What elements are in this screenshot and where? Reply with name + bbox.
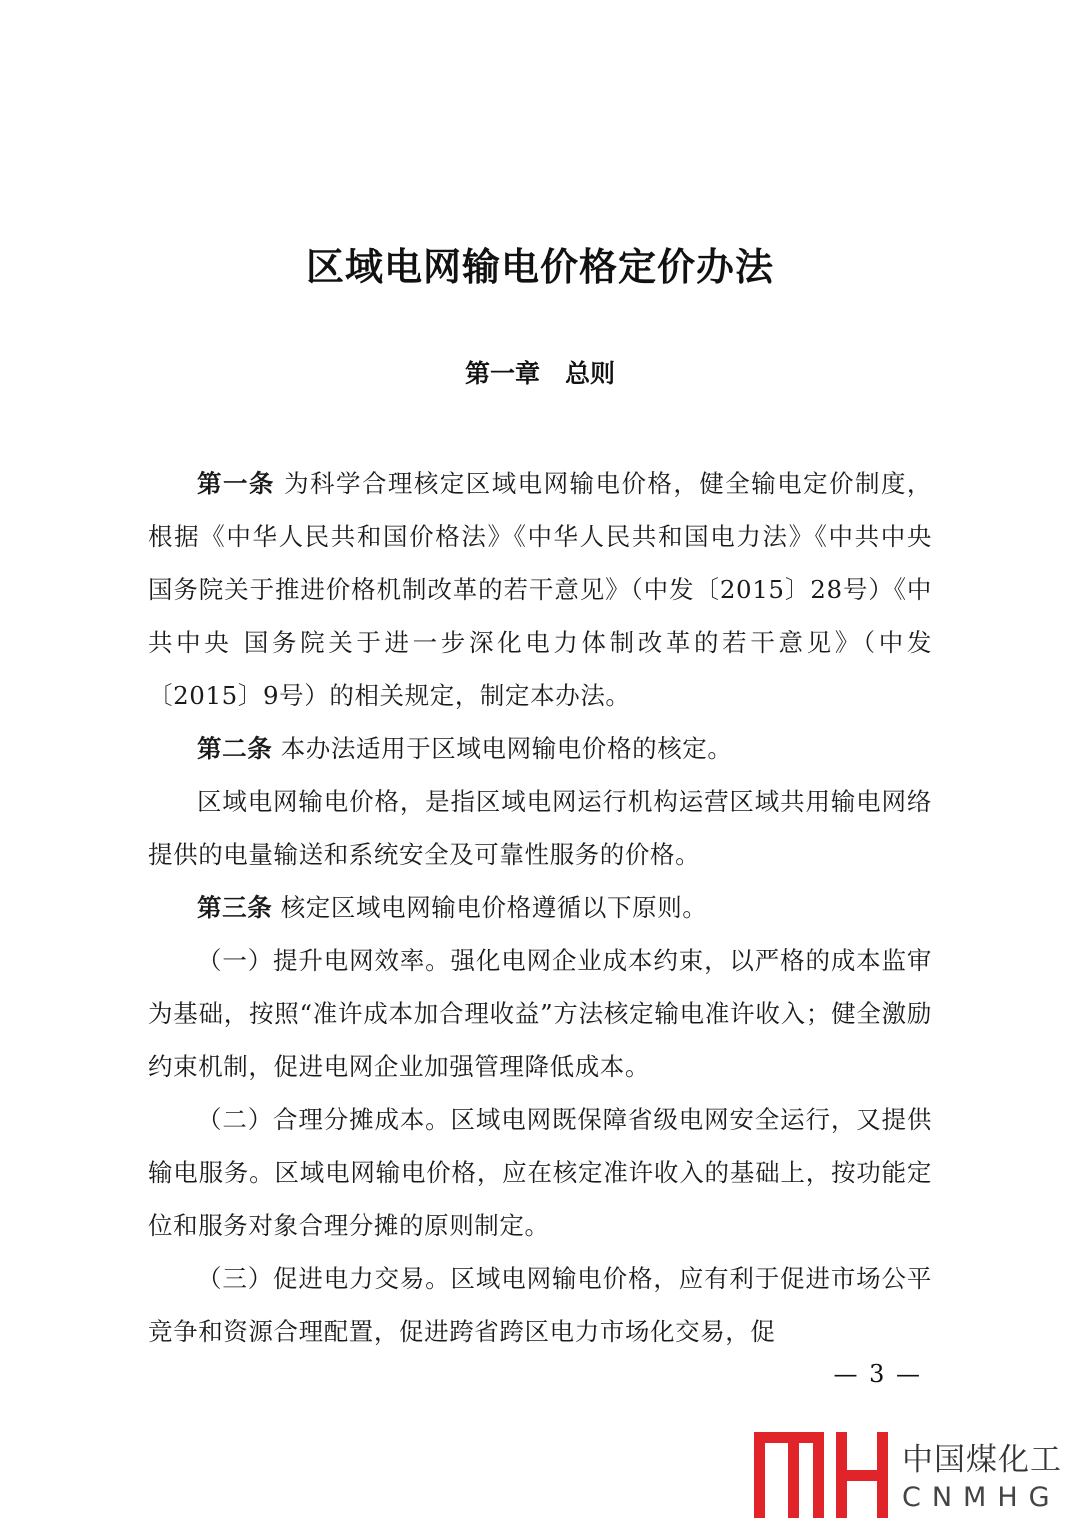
article-label: 第一条: [197, 469, 275, 498]
article-label: 第二条: [197, 734, 273, 763]
document-body: [148, 457, 932, 1358]
watermark-chinese-text: 中国煤化工: [902, 1442, 1062, 1478]
principle-3: [148, 1252, 932, 1358]
paragraph-text: （三）促进电力交易。区域电网输电价格，应有利于促进市场公平竞争和资源合理配置，促进跨省跨区电力市场化交易，促: [148, 1264, 932, 1346]
paragraph-text: 区域电网输电价格，是指区域电网运行机构运营区域共用输电网络提供的电量输送和系统安全及可靠性服务的价格。: [148, 787, 932, 869]
article-3: [148, 881, 932, 934]
principle-2: [148, 1093, 932, 1252]
document-title: 区域电网输电价格定价办法: [305, 245, 774, 289]
watermark-logo: [752, 1430, 1080, 1520]
paragraph-text: （二）合理分摊成本。区域电网既保障省级电网安全运行，又提供输电服务。区域电网输电价格，应在核定准许收入的基础上，按功能定位和服务对象合理分摊的原则制定。: [148, 1105, 932, 1240]
page-number: — 3 —: [833, 1360, 922, 1388]
chapter-heading: 第一章 总则: [464, 359, 615, 388]
article-label: 第三条: [197, 893, 273, 922]
article-2-paragraph: [148, 775, 932, 881]
article-text: 核定区域电网输电价格遵循以下原则。: [280, 893, 708, 922]
article-2: [148, 722, 932, 775]
principle-1: [148, 934, 932, 1093]
article-text: 本办法适用于区域电网输电价格的核定。: [280, 734, 733, 763]
watermark-english-text: CNMHG: [902, 1482, 1061, 1513]
article-text: 为科学合理核定区域电网输电价格，健全输电定价制度，根据《中华人民共和国价格法》《中华人民共和国电力法》《中共中央 国务院关于推进价格机制改革的若干意见》（中发〔2015〕28号）《中共中央 国务院关于进一步深化电力体制改革的若干意见》（中发〔2015〕9号）的相关规定，制定本办法。: [148, 469, 933, 710]
article-1: [148, 457, 932, 722]
cnmhg-logo-icon: [752, 1430, 892, 1520]
paragraph-text: （一）提升电网效率。强化电网企业成本约束，以严格的成本监审为基础，按照“准许成本加合理收益”方法核定输电准许收入；健全激励约束机制，促进电网企业加强管理降低成本。: [148, 946, 932, 1081]
